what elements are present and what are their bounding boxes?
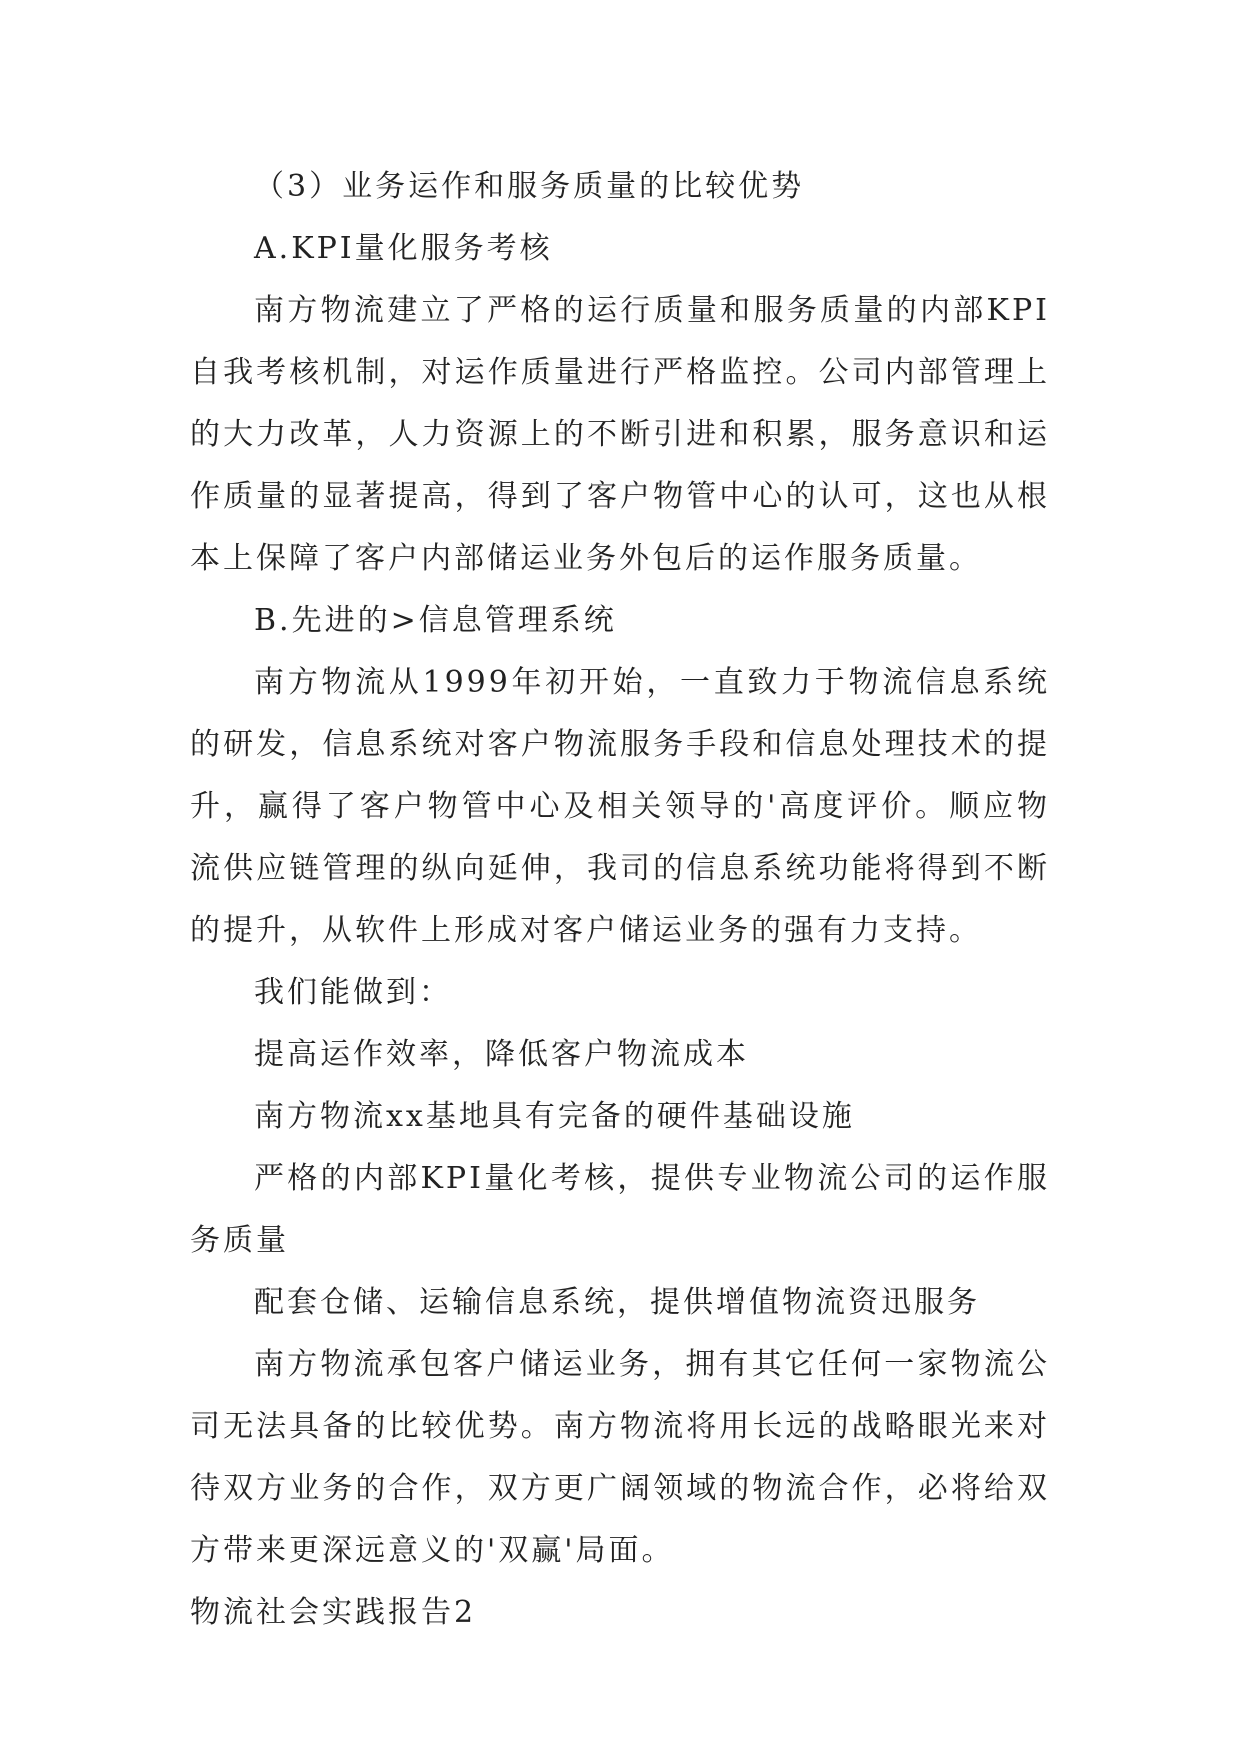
subheading-kpi: A.KPI量化服务考核 <box>254 231 553 266</box>
section-heading-business-operation: （3）业务运作和服务质量的比较优势 <box>254 169 805 204</box>
paragraph-conclusion: 南方物流承包客户储运业务，拥有其它任何一家物流公司无法具备的比较优势。南方物流将用长远的战略眼光来对待双方业务的合作，双方更广阔领域的物流合作，必将给双方带来更深远意义的'双赢'局面。 <box>190 1347 1050 1568</box>
list-item-kpi-quality: 严格的内部KPI量化考核，提供专业物流公司的运作服务质量 <box>190 1161 1050 1258</box>
paragraph-kpi-body: 南方物流建立了严格的运行质量和服务质量的内部KPI自我考核机制，对运作质量进行严格监控。公司内部管理上的大力改革，人力资源上的不断引进和积累，服务意识和运作质量的显著提高，得到了客户物管中心的认可，这也从根本上保障了客户内部储运业务外包后的运作服务质量。 <box>190 293 1050 576</box>
paragraph-info-system-body: 南方物流从1999年初开始，一直致力于物流信息系统的研发，信息系统对客户物流服务手段和信息处理技术的提升，赢得了客户物管中心及相关领导的'高度评价。顺应物流供应链管理的纵向延伸，我司的信息系统功能将得到不断的提升，从软件上形成对客户储运业务的强有力支持。 <box>190 665 1050 948</box>
document-body <box>190 156 1050 1644</box>
list-item-efficiency: 提高运作效率，降低客户物流成本 <box>254 1037 749 1072</box>
subheading-info-system: B.先进的>信息管理系统 <box>254 603 617 638</box>
list-item-info-service: 配套仓储、运输信息系统，提供增值物流资迅服务 <box>254 1285 980 1320</box>
next-report-title: 物流社会实践报告2 <box>190 1595 477 1630</box>
list-item-infrastructure: 南方物流xx基地具有完备的硬件基础设施 <box>254 1099 855 1134</box>
paragraph-we-can: 我们能做到： <box>254 975 452 1010</box>
